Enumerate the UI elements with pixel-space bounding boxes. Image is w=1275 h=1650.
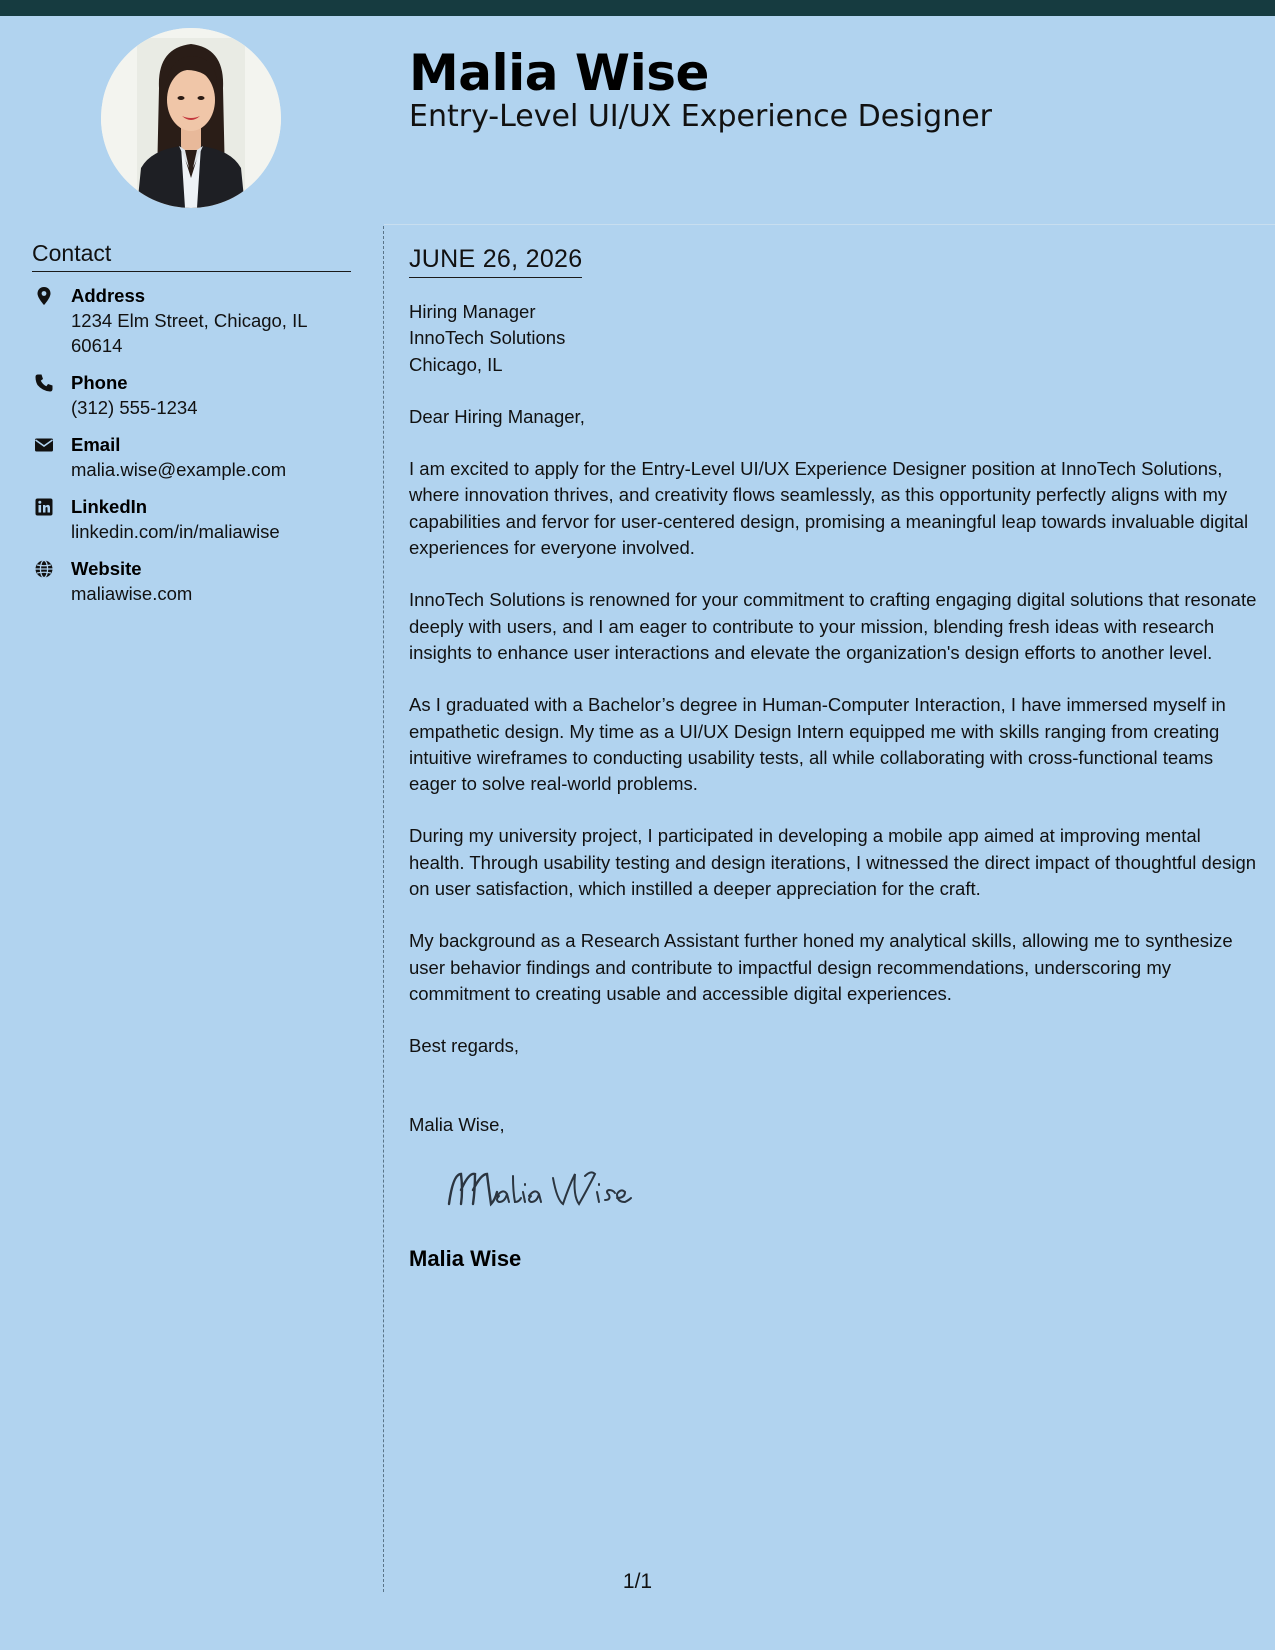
contact-label: Email	[71, 434, 121, 455]
contact-value[interactable]: malia.wise@example.com	[71, 459, 287, 480]
signed-name: Malia Wise	[409, 1246, 522, 1272]
header-divider	[384, 224, 1275, 225]
recipient-block	[409, 299, 1259, 378]
page-number: 1/1	[622, 1570, 653, 1593]
letter-paragraph: As I graduated with a Bachelor’s degree in Human-Computer Interaction, I have immersed myself in empathetic design. My time as a UI/UX Design Intern equipped me with skills ranging from creating intuitive wireframes to conducting usability tests, all while collaborating with cross-functional teams eager to solve real-world problems.	[409, 694, 1226, 795]
letter-paragraph: My background as a Research Assistant further honed my analytical skills, allowing me to synthesize user behavior findings and contribute to impactful design recommendations, underscoring my commitment to creating usable and accessible digital experiences.	[409, 930, 1233, 1004]
recipient-line: Chicago, IL	[409, 353, 503, 375]
contact-value[interactable]: linkedin.com/in/maliawise	[71, 521, 280, 542]
header	[409, 42, 992, 136]
contact-value: 1234 Elm Street, Chicago, IL 60614	[71, 310, 307, 356]
contact-label: LinkedIn	[71, 496, 148, 517]
linkedin-icon	[34, 497, 54, 517]
envelope-icon	[34, 435, 54, 455]
contact-heading: Contact	[32, 240, 351, 272]
contact-item-address	[32, 284, 351, 358]
contact-item-phone	[32, 371, 351, 420]
letter-paragraph: I am excited to apply for the Entry-Level UI/UX Experience Designer position at InnoTech Solutions, where innovation thrives, and creativity flows seamlessly, as this opportunity perfectly aligns with my capabilities and fervor for user-centered design, promising a meaningful leap towards invaluable digital experiences for everyone involved.	[409, 458, 1249, 559]
letter-paragraph: During my university project, I participated in developing a mobile app aimed at improving mental health. Through usability testing and design iterations, I witnessed the direct impact of thoughtful design on user satisfaction, which instilled a deeper appreciation for the craft.	[409, 825, 1257, 900]
globe-icon	[34, 559, 54, 579]
contact-label: Address	[71, 285, 146, 306]
letter-date: JUNE 26, 2026	[409, 244, 582, 278]
handwritten-signature	[439, 1160, 679, 1220]
contact-value: (312) 555-1234	[71, 397, 198, 418]
contact-item-linkedin	[32, 495, 351, 544]
recipient-line: Hiring Manager	[409, 301, 536, 322]
job-title: Entry-Level UI/UX Experience Designer	[409, 99, 993, 134]
contact-item-email	[32, 433, 351, 482]
salutation: Dear Hiring Manager,	[409, 405, 585, 427]
contact-item-website	[32, 557, 351, 606]
candidate-name: Malia Wise	[409, 44, 709, 102]
signoff-name: Malia Wise,	[409, 1113, 505, 1135]
contact-sidebar	[32, 240, 351, 619]
phone-icon	[34, 373, 54, 393]
profile-photo	[101, 28, 281, 208]
letter-paragraph: InnoTech Solutions is renowned for your commitment to crafting engaging digital solutions that resonate deeply with users, and I am eager to contribute to your mission, blending fresh ideas with research insights to enhance user interactions and elevate the organization's design efforts to another level.	[409, 589, 1257, 663]
letter-body	[409, 244, 1259, 1273]
closing: Best regards,	[409, 1035, 520, 1057]
top-band	[0, 0, 1275, 16]
recipient-line: InnoTech Solutions	[409, 327, 566, 349]
map-pin-icon	[34, 286, 54, 306]
column-divider	[383, 226, 384, 1592]
contact-label: Phone	[71, 372, 128, 393]
contact-value[interactable]: maliawise.com	[71, 583, 193, 604]
contact-label: Website	[71, 558, 142, 579]
